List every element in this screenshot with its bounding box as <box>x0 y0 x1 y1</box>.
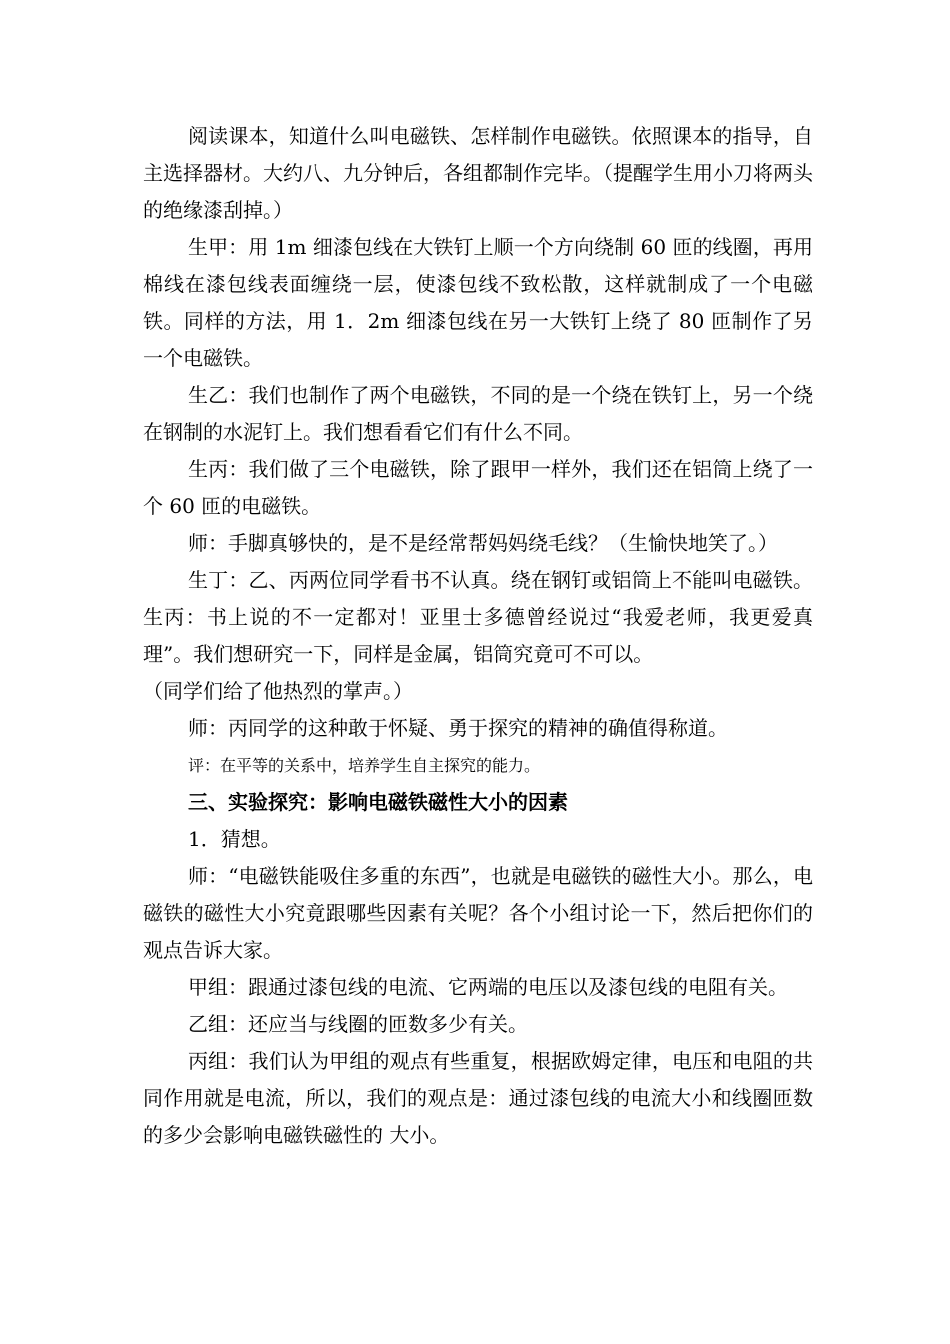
paragraph-teacher-remark: 师：手脚真够快的，是不是经常帮妈妈绕毛线？（生愉快地笑了。） <box>188 531 778 555</box>
paragraph-student-b: 生乙：我们也制作了两个电磁铁，不同的是一个绕在铁钉上，另一个绕在钢制的水泥钉上。我们想看看它们有什么不同。 <box>143 383 813 444</box>
paragraph-applause: （同学们给了他热烈的掌声。） <box>143 679 413 703</box>
paragraph-student-a: 生甲：用 1m 细漆包线在大铁钉上顺一个方向绕制 60 匝的线圈，再用棉线在漆包线表面缠绕一层，使漆包线不致松散，这样就制成了一个电磁铁。同样的方法，用 1．2m 细漆包线在另一大铁钉上绕了 80 匝制作了另一个电磁铁。 <box>143 235 813 370</box>
paragraph-student-c: 生丙：我们做了三个电磁铁，除了跟甲一样外，我们还在铝筒上绕了一个 60 匝的电磁铁。 <box>143 457 813 518</box>
paragraph-teacher-question: 师：“电磁铁能吸住多重的东西”，也就是电磁铁的磁性大小。那么，电磁铁的磁性大小究竟跟哪些因素有关呢？各个小组讨论一下，然后把你们的观点告诉大家。 <box>143 864 813 962</box>
paragraph-group-a: 甲组：跟通过漆包线的电流、它两端的电压以及漆包线的电阻有关。 <box>188 975 788 999</box>
paragraph-reading-instructions: 阅读课本，知道什么叫电磁铁、怎样制作电磁铁。依照课本的指导，自主选择器材。大约八、九分钟后，各组都制作完毕。（提醒学生用小刀将两头的绝缘漆刮掉。） <box>143 124 813 222</box>
document-page <box>143 118 813 1154</box>
section-heading: 三、实验探究：影响电磁铁磁性大小的因素 <box>188 790 568 814</box>
paragraph-group-b: 乙组：还应当与线圈的匝数多少有关。 <box>188 1012 528 1036</box>
paragraph-student-d: 生丁：乙、丙两位同学看书不认真。绕在钢钉或铝筒上不能叫电磁铁。生丙：书上说的不一定都对！亚里士多德曾经说过“我爱老师，我更爱真理”。我们想研究一下，同样是金属，铝筒究竟可不可以。 <box>143 568 813 666</box>
paragraph-group-c: 丙组：我们认为甲组的观点有些重复，根据欧姆定律，电压和电阻的共同作用就是电流，所以，我们的观点是：通过漆包线的电流大小和线圈匝数的多少会影响电磁铁磁性的 大小。 <box>143 1049 813 1147</box>
paragraph-comment: 评：在平等的关系中，培养学生自主探究的能力。 <box>188 756 541 775</box>
paragraph-teacher-praise: 师：丙同学的这种敢于怀疑、勇于探究的精神的确值得称道。 <box>188 716 728 740</box>
subsection-guess: 1．猜想。 <box>188 827 281 851</box>
